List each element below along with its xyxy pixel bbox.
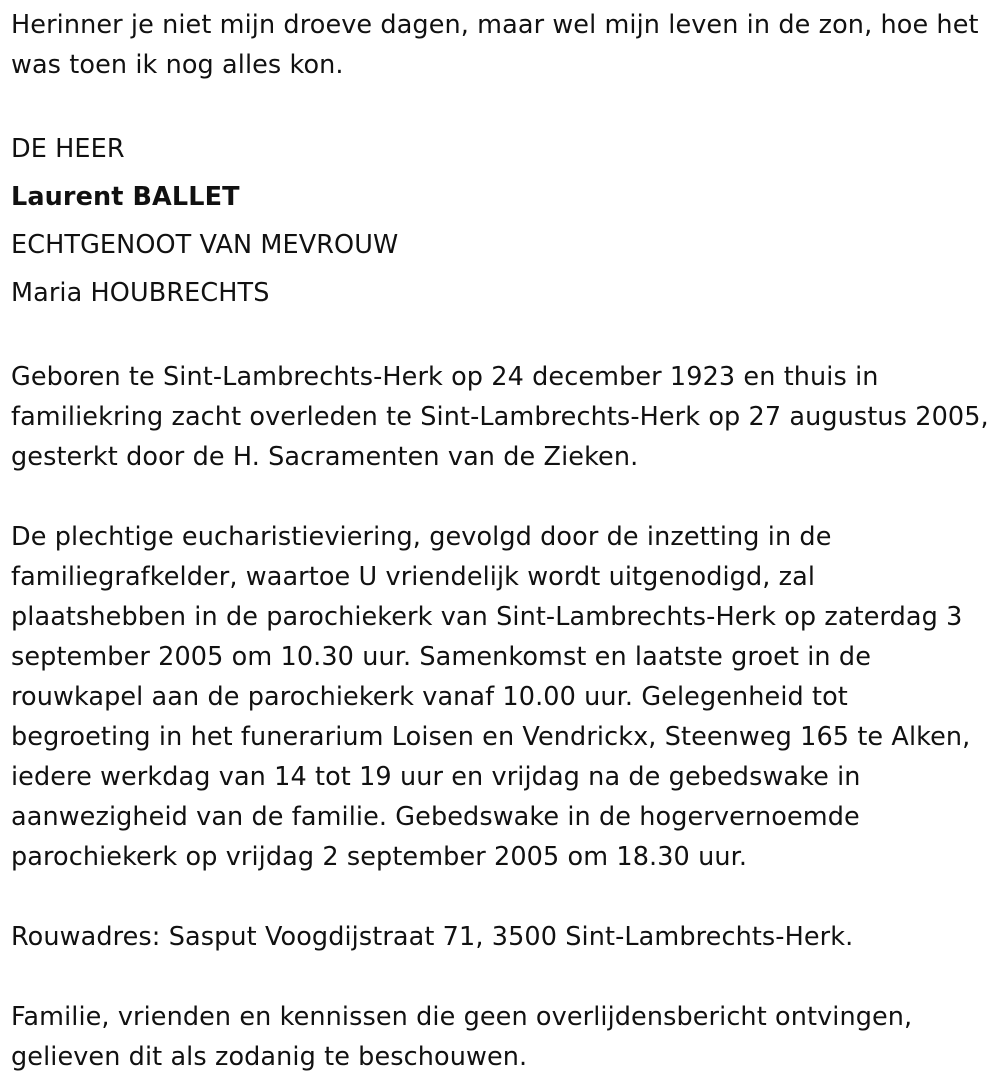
spouse-name: Maria HOUBRECHTS bbox=[11, 278, 270, 308]
relation-line: ECHTGENOOT VAN MEVROUW bbox=[11, 230, 399, 260]
birth-death-paragraph: Geboren te Sint-Lambrechts-Herk op 24 december 1923 en thuis in familiekring zacht overleden te Sint-Lambrechts-Herk op 27 augustus 2005, gesterkt door de H. Sacramenten van de Zieken. bbox=[11, 362, 989, 472]
deceased-title-block bbox=[11, 125, 990, 317]
deceased-name: Laurent BALLET bbox=[11, 182, 240, 212]
opening-quote: Herinner je niet mijn droeve dagen, maar wel mijn leven in de zon, hoe het was toen ik nog alles kon. bbox=[11, 10, 979, 80]
closing-paragraph: Familie, vrienden en kennissen die geen overlijdensbericht ontvingen, gelieven dit als zodanig te beschouwen. bbox=[11, 1002, 913, 1072]
ceremony-paragraph: De plechtige eucharistieviering, gevolgd door de inzetting in de familiegrafkelder, waartoe U vriendelijk wordt uitgenodigd, zal plaatshebben in de parochiekerk van Sint-Lambrechts-Herk op zaterdag 3 september 2005 om 10.30 uur. Samenkomst en laatste groet in de rouwkapel aan de parochiekerk vanaf 10.00 uur. Gelegenheid tot begroeting in het funerarium Loisen en Vendrickx, Steenweg 165 te Alken, iedere werkdag van 14 tot 19 uur en vrijdag na de gebedswake in aanwezigheid van de familie. Gebedswake in de hogervernoemde parochiekerk op vrijdag 2 september 2005 om 18.30 uur. bbox=[11, 522, 971, 872]
mourning-address: Rouwadres: Sasput Voogdijstraat 71, 3500 Sint-Lambrechts-Herk. bbox=[11, 922, 854, 952]
honorific: DE HEER bbox=[11, 134, 125, 164]
